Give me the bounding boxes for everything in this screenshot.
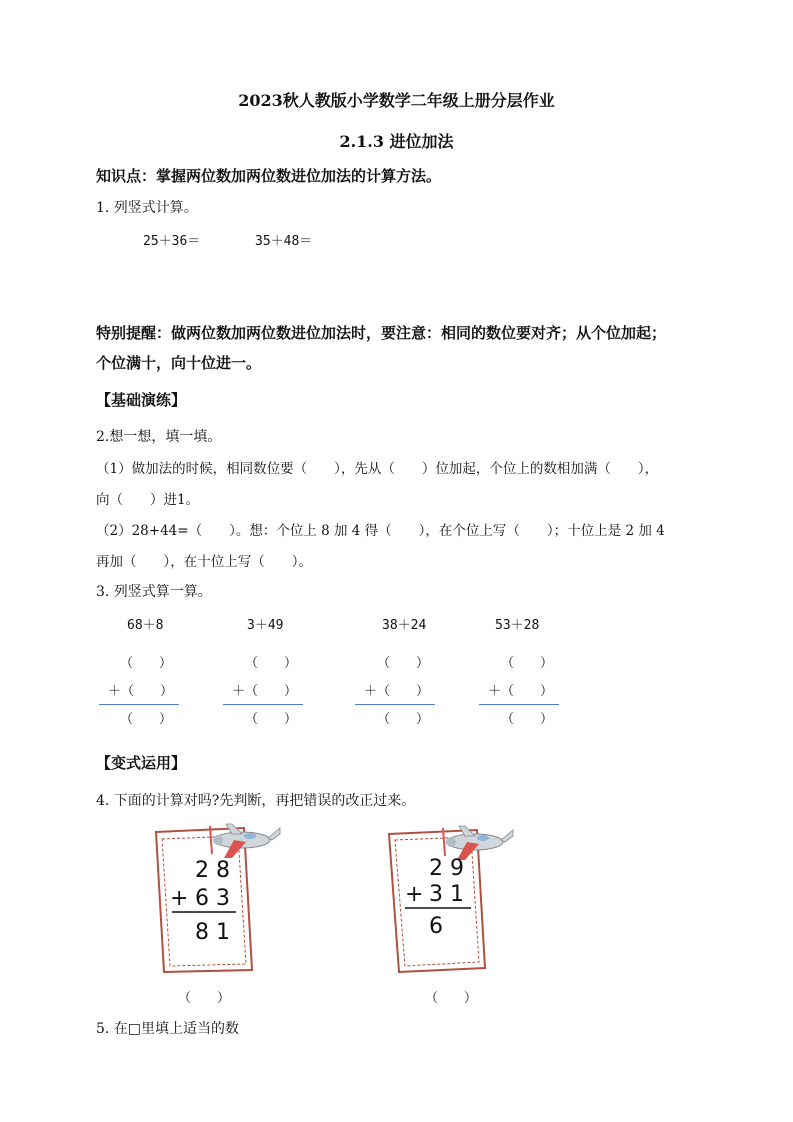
q2-part2-line2: 再加（ ），在十位上写（ ）。 [96,554,312,570]
q3-expr-2: 3＋49 [247,618,284,633]
q3-col3-result-blank[interactable]: （ ） [377,712,430,727]
question-3-stem: 3. 列竖式算一算。 [96,584,212,600]
q3-col1-result-blank[interactable]: （ ） [120,712,173,727]
q4-judge-2[interactable]: （ ） [425,991,478,1006]
q3-col2-result-blank[interactable]: （ ） [245,712,298,727]
q3-col1-top-blank[interactable]: （ ） [120,656,173,671]
question-1-stem: 1. 列竖式计算。 [96,200,198,216]
q4-card-2-mid: 3 1 [429,882,464,907]
section-variation-heading: 【变式运用】 [96,754,187,772]
question-5-stem: 5. 在□里填上适当的数 [96,1021,240,1037]
airplane-icon [202,820,282,860]
q3-expr-3: 38＋24 [382,618,427,633]
q4-card-2-op: + [405,882,424,907]
q3-col2-top-blank[interactable]: （ ） [245,656,298,671]
q3-col2-sum-line [223,704,303,705]
q4-card-2-result: 6 [429,914,443,939]
q3-expr-1: 68＋8 [127,618,164,633]
q3-col3-plus-blank[interactable]: ＋（ ） [364,684,430,699]
q4-card-2-top: 2 9 [429,856,464,881]
question-2-stem: 2.想一想，填一填。 [96,429,222,445]
q3-expr-4: 53＋28 [495,618,540,633]
q3-col4-sum-line [479,704,559,705]
page-subtitle: 2.1.3 进位加法 [339,132,454,151]
q3-col1-plus-blank[interactable]: ＋（ ） [108,684,174,699]
question-4-stem: 4. 下面的计算对吗?先判断，再把错误的改正过来。 [96,793,416,809]
q2-part1-line2: 向（ ）进1。 [96,492,200,508]
q3-col1-sum-line [99,704,179,705]
q4-card-2 [385,818,520,973]
q4-judge-1[interactable]: （ ） [178,991,231,1006]
q4-card-1 [150,820,285,975]
q4-card-1-top: 2 8 [195,858,230,883]
q4-card-1-mid: 6 3 [195,886,230,911]
section-basic-heading: 【基础演练】 [96,391,187,409]
q3-col3-top-blank[interactable]: （ ） [377,656,430,671]
q2-part1-line1: （1）做加法的时候，相同数位要（ ），先从（ ）位加起，个位上的数相加满（ ）， [96,461,659,477]
q3-col4-top-blank[interactable]: （ ） [501,656,554,671]
q3-col4-plus-blank[interactable]: ＋（ ） [488,684,554,699]
page-title: 2023秋人教版小学数学二年级上册分层作业 [238,91,555,110]
q3-col4-result-blank[interactable]: （ ） [501,712,554,727]
q1-expr-2: 35＋48＝ [255,234,313,249]
reminder-line-1: 特别提醒：做两位数加两位数进位加法时，要注意：相同的数位要对齐；从个位加起； [96,324,667,342]
q1-expr-1: 25＋36＝ [143,234,201,249]
q3-col2-plus-blank[interactable]: ＋（ ） [232,684,298,699]
reminder-line-2: 个位满十，向十位进一。 [96,354,262,372]
q4-card-1-result: 8 1 [195,920,230,945]
knowledge-point: 知识点：掌握两位数加两位数进位加法的计算方法。 [96,167,442,185]
q3-col3-sum-line [355,704,435,705]
q4-card-1-op: + [170,886,189,911]
q2-part2-line1: （2）28+44=（ ）。想：个位上 8 加 4 得（ ），在个位上写（ ）；十位上是 2 加 4 [96,523,665,539]
